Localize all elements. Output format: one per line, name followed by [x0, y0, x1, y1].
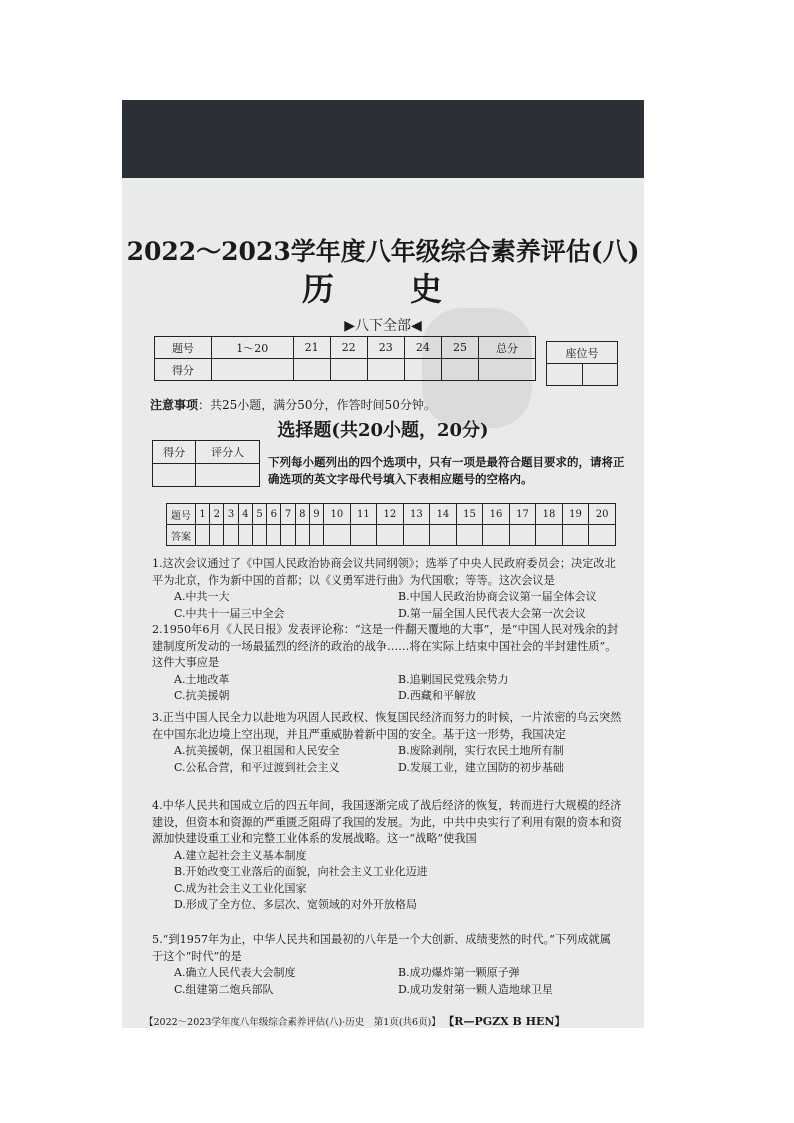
notice-text: ：共25小题，满分50分，作答时间50分钟。: [198, 398, 436, 412]
question-stem: 1.这次会议通过了《中国人民政治协商会议共同纲领》；选举了中央人民政府委员会；决定改北平为北京，作为新中国的首都；以《义勇军进行曲》为代国歌；等等。这次会议是: [152, 557, 616, 587]
answer-cell[interactable]: [281, 525, 295, 546]
answer-number: 18: [536, 504, 563, 525]
question-2: [152, 622, 622, 705]
question-stem: 3.正当中国人民全力以赴地为巩固人民政权、恢复国民经济而努力的时候，一片浓密的乌云突然在中国东北边境上空出现，并且严重威胁着新中国的安全。基于这一形势，我国决定: [152, 711, 622, 741]
footer-code: 【R—PGZX B HEN】: [448, 1015, 566, 1028]
option-c: C.组建第二炮兵部队: [174, 982, 274, 996]
answer-number: 9: [309, 504, 323, 525]
answer-number: 17: [509, 504, 536, 525]
answer-cell[interactable]: [403, 525, 430, 546]
exam-paper: [122, 178, 644, 1028]
answer-number: 8: [295, 504, 309, 525]
answer-cell[interactable]: [562, 525, 589, 546]
answer-number: 2: [210, 504, 224, 525]
question-stem: 4.中华人民共和国成立后的四五年间，我国逐渐完成了战后经济的恢复，转而进行大规模的经济建设，但资本和资源的严重匮乏阻碍了我国的发展。为此，中共中央实行了利用有限的资本和资源加快建设重工业和完整工业体系的发展战略。这一“战略”使我国: [152, 799, 622, 845]
option-d: D.形成了全方位、多层次、宽领域的对外开放格局: [174, 898, 417, 911]
answer-cell[interactable]: [324, 525, 351, 546]
answer-number: 20: [589, 504, 616, 525]
option-d: D.成功发射第一颗人造地球卫星: [398, 982, 553, 996]
option-b: B.开始改变工业落后的面貌，向社会主义工业化迈进: [174, 865, 428, 878]
answer-number: 1: [196, 504, 210, 525]
option-a: A.中共一大: [174, 590, 230, 603]
option-c: C.中共十一届三中全会: [174, 606, 285, 620]
answer-cell[interactable]: [210, 525, 224, 546]
question-5: [152, 932, 622, 998]
answer-row-label: 答案: [167, 525, 196, 546]
score-table-header: 题号: [155, 337, 212, 359]
score-col: 21: [293, 337, 330, 359]
option-a: A.抗美援朝，保卫祖国和人民安全: [174, 744, 340, 757]
option-b: B.中国人民政治协商会议第一届全体会议: [398, 590, 597, 603]
notice-label: 注意事项: [150, 398, 199, 412]
answer-cell[interactable]: [224, 525, 238, 546]
option-c: C.成为社会主义工业化国家: [174, 881, 307, 895]
answer-cell[interactable]: [377, 525, 404, 546]
seat-cell[interactable]: [547, 364, 583, 386]
answer-cell[interactable]: [536, 525, 563, 546]
answer-number: 11: [350, 504, 377, 525]
answer-cell[interactable]: [309, 525, 323, 546]
option-a: A.土地改革: [174, 672, 230, 686]
answer-cell[interactable]: [456, 525, 483, 546]
seat-label: 座位号: [547, 342, 618, 364]
photo-frame: [122, 100, 644, 1028]
question-4: [152, 798, 622, 914]
question-1: [152, 556, 622, 622]
answer-number: 3: [224, 504, 238, 525]
option-b: B.成功爆炸第一颗原子弹: [398, 966, 520, 979]
answer-cell[interactable]: [483, 525, 510, 546]
option-b: B.追剿国民党残余势力: [398, 672, 509, 686]
answer-number: 10: [324, 504, 351, 525]
answer-number: 5: [252, 504, 266, 525]
score-cell[interactable]: [441, 359, 478, 381]
answer-cell[interactable]: [430, 525, 457, 546]
option-d: D.发展工业，建立国防的初步基础: [398, 760, 564, 774]
option-a: A.确立人民代表大会制度: [174, 966, 296, 979]
answer-cell[interactable]: [589, 525, 616, 546]
answer-cell[interactable]: [509, 525, 536, 546]
answer-table: [166, 503, 616, 546]
footer-text: 【2022～2023学年度八年级综合素养评估(八)·历史 第1页(共6页)】: [144, 1017, 441, 1028]
grader-cell[interactable]: [153, 464, 196, 487]
score-cell[interactable]: [479, 359, 536, 381]
answer-cell[interactable]: [267, 525, 281, 546]
score-col: 1～20: [211, 337, 293, 359]
instructions: 下列每小题列出的四个选项中，只有一项是最符合题目要求的，请将正确选项的英文字母代号填入下表相应题号的空格内。: [268, 455, 625, 486]
answer-cell[interactable]: [252, 525, 266, 546]
score-cell[interactable]: [293, 359, 330, 381]
score-col: 25: [441, 337, 478, 359]
answer-number: 6: [267, 504, 281, 525]
score-cell[interactable]: [367, 359, 404, 381]
option-c: C.公私合营，和平过渡到社会主义: [174, 760, 340, 774]
grader-table: [152, 440, 260, 487]
section-title: 选择题(共20小题，20分): [277, 420, 489, 441]
subject-title: 历 史: [301, 270, 464, 308]
option-a: A.建立起社会主义基本制度: [174, 848, 307, 862]
question-3: [152, 710, 622, 776]
question-stem: 2.1950年6月《人民日报》发表评论称：“这是一件翻天覆地的大事”，是“中国人民对残余的封建制度所发动的一场最猛烈的经济的政治的战争……将在实际上结束中国社会的半封建性质”。这件大事应是: [152, 623, 619, 669]
seat-table: [546, 341, 618, 386]
grader-name-label: 评分人: [196, 441, 260, 464]
answer-number: 16: [483, 504, 510, 525]
score-cell[interactable]: [404, 359, 441, 381]
answer-number: 4: [238, 504, 252, 525]
answer-number: 7: [281, 504, 295, 525]
answer-cell[interactable]: [350, 525, 377, 546]
score-col: 24: [404, 337, 441, 359]
score-col: 23: [367, 337, 404, 359]
score-cell[interactable]: [330, 359, 367, 381]
answer-table-header: 题号: [167, 504, 196, 525]
grader-cell[interactable]: [196, 464, 260, 487]
option-b: B.废除剥削，实行农民土地所有制: [398, 744, 564, 757]
exam-title: 2022～2023学年度八年级综合素养评估(八): [126, 237, 640, 266]
score-col: 总分: [479, 337, 536, 359]
option-d: D.第一届全国人民代表大会第一次会议: [398, 606, 586, 620]
score-cell[interactable]: [211, 359, 293, 381]
question-stem: 5.“到1957年为止，中华人民共和国最初的八年是一个大创新、成绩斐然的时代。”下列成就属于这个“时代”的是: [152, 933, 611, 963]
answer-cell[interactable]: [238, 525, 252, 546]
answer-number: 19: [562, 504, 589, 525]
notice: [150, 396, 436, 413]
option-d: D.西藏和平解放: [398, 689, 476, 702]
score-row-label: 得分: [155, 359, 212, 381]
grader-score-label: 得分: [153, 441, 196, 464]
answer-cell[interactable]: [196, 525, 210, 546]
option-c: C.抗美援朝: [174, 689, 230, 702]
page-footer: [144, 1013, 634, 1028]
answer-cell[interactable]: [295, 525, 309, 546]
answer-number: 12: [377, 504, 404, 525]
answer-number: 15: [456, 504, 483, 525]
seat-cell[interactable]: [582, 364, 618, 386]
answer-number: 13: [403, 504, 430, 525]
answer-number: 14: [430, 504, 457, 525]
scope-label: ▶八下全部◀: [344, 318, 422, 334]
score-table: [154, 336, 536, 381]
score-col: 22: [330, 337, 367, 359]
